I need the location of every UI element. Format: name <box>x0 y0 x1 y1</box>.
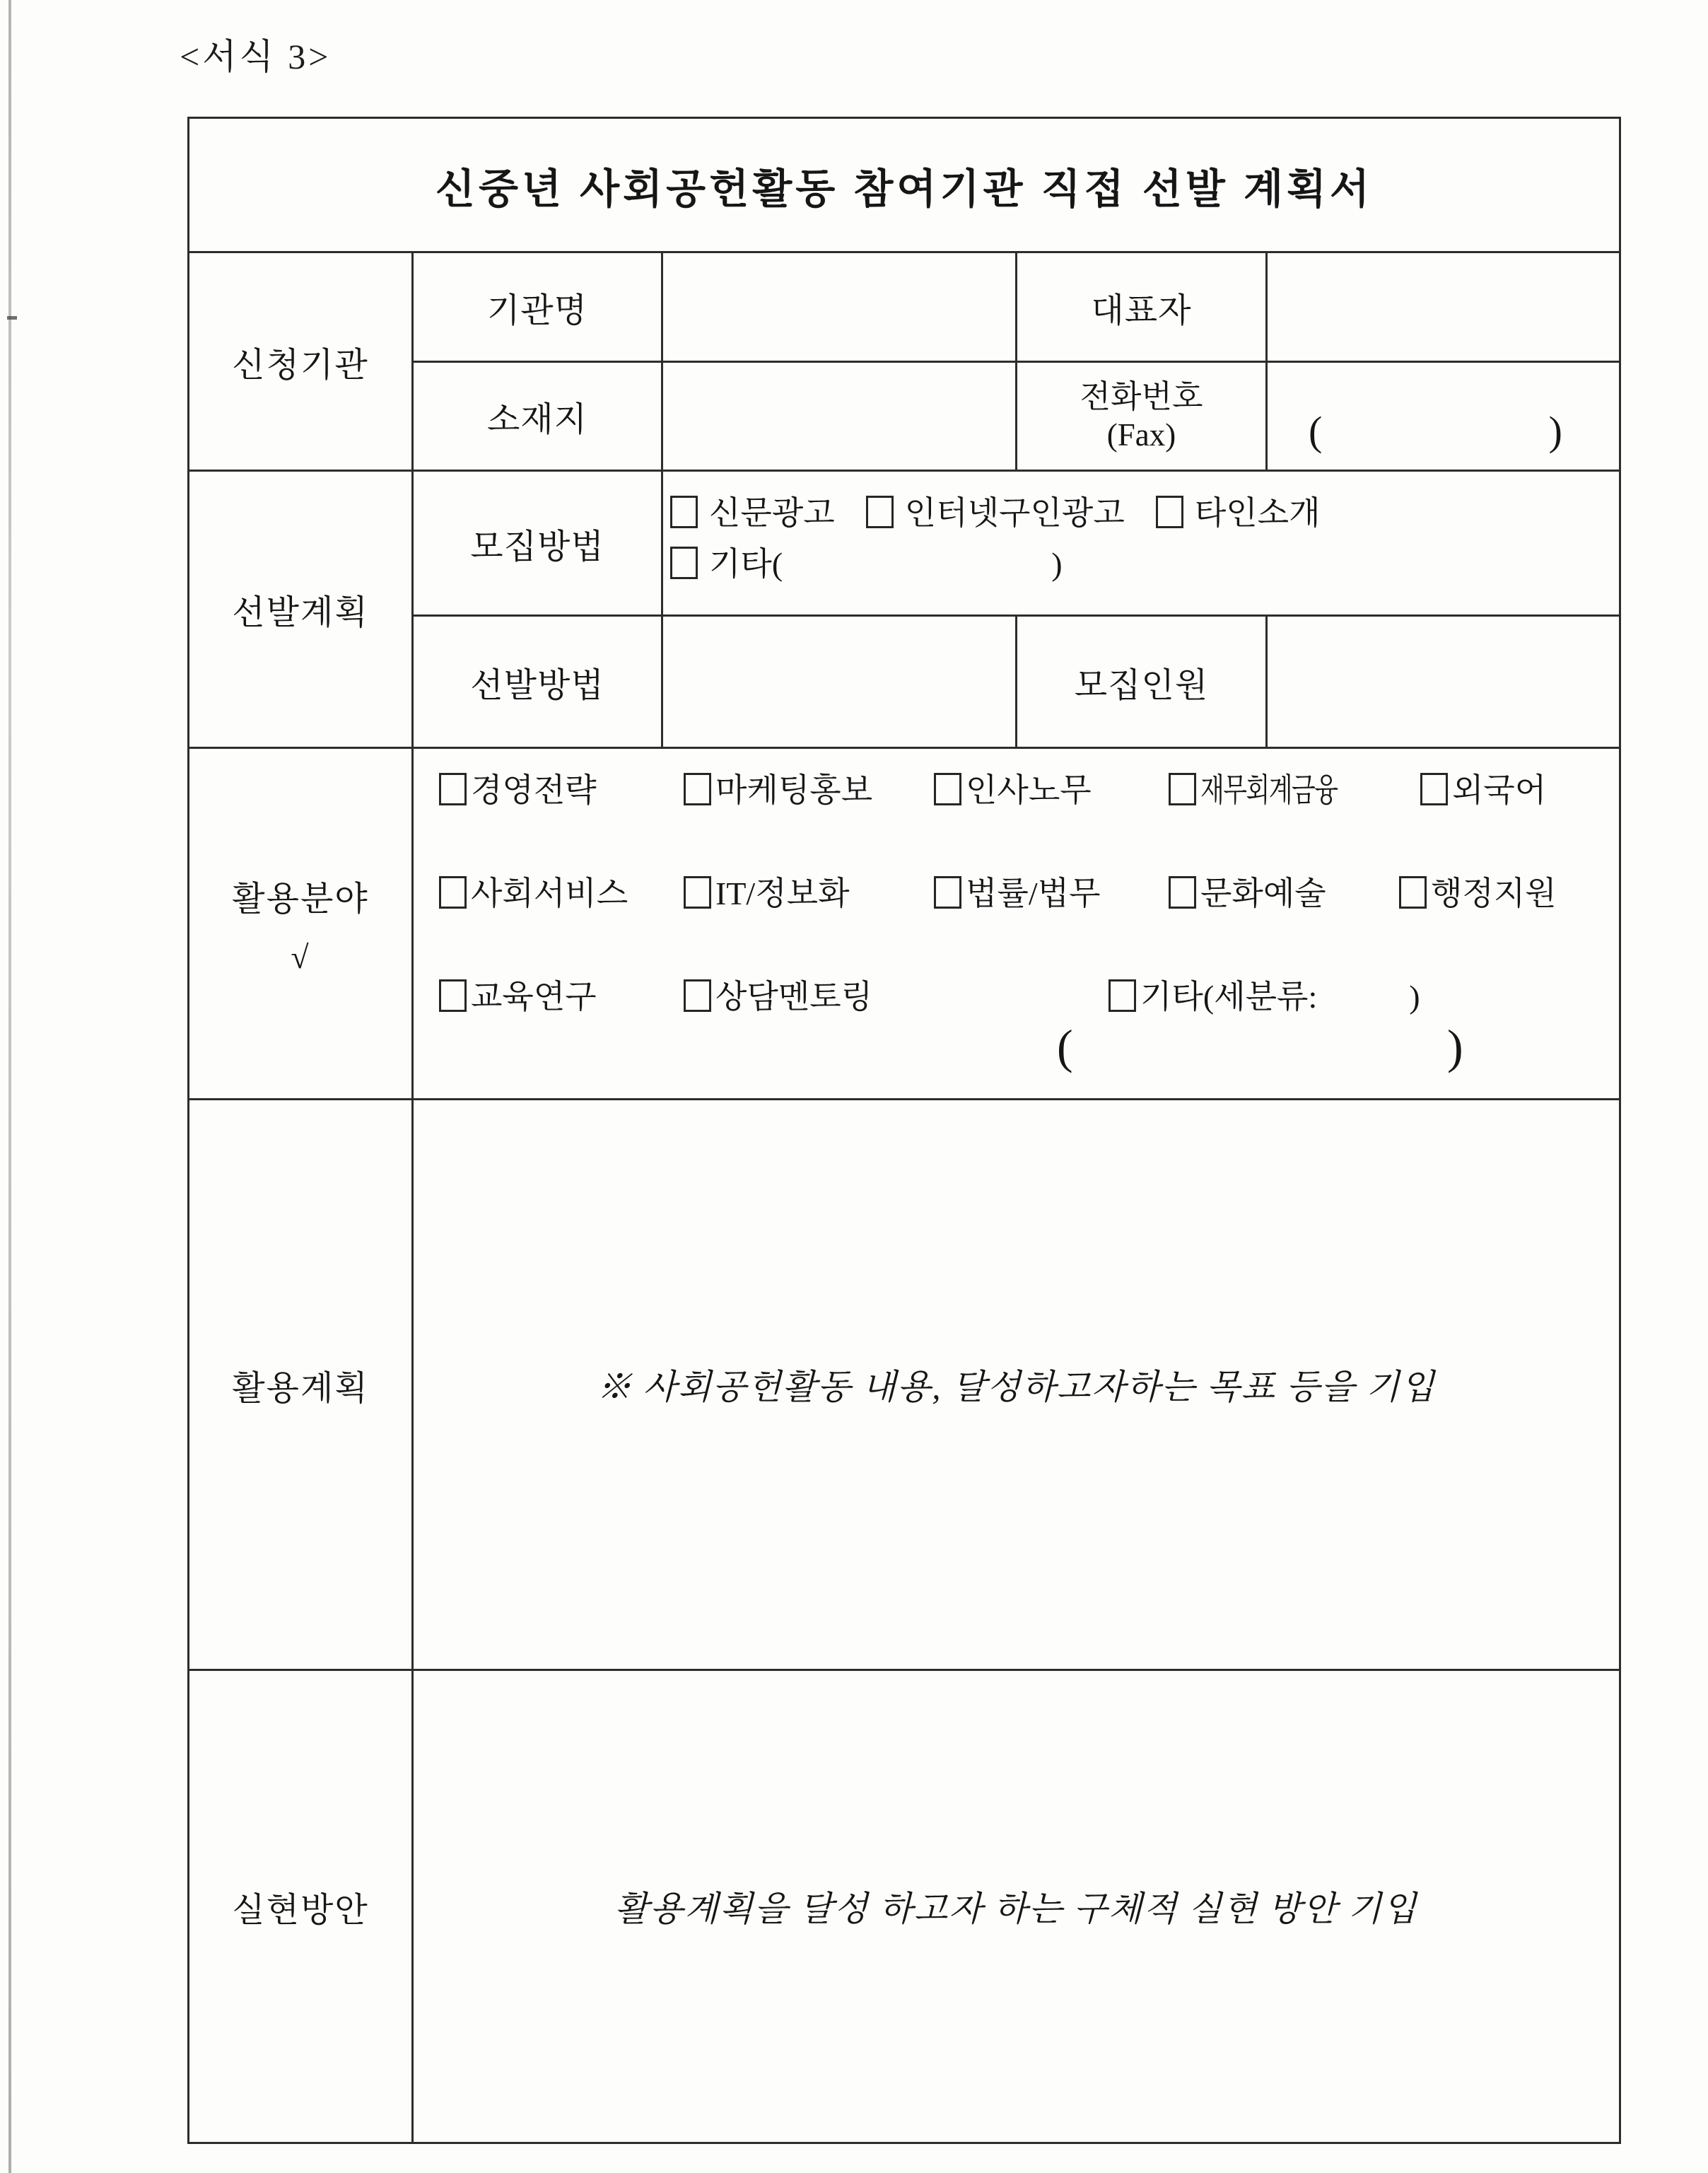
checkbox-marketing-pr[interactable] <box>684 773 711 805</box>
section-label-selection-plan: 선발계획 <box>189 471 413 748</box>
selection-method-input[interactable] <box>662 616 1017 748</box>
paren-close: ) <box>1548 408 1562 454</box>
fields-of-use-label: 활용분야 <box>232 880 369 918</box>
option-admin-support: 행정지원 <box>1399 868 1557 914</box>
scan-mark-artifact <box>7 316 17 320</box>
option-label: 기타( <box>709 546 783 582</box>
checkbox-it-informatization[interactable] <box>684 876 711 909</box>
paren-close: ) <box>1447 1020 1463 1073</box>
paren-open: ( <box>1309 408 1323 454</box>
option-education-research: 교육연구 <box>439 971 597 1018</box>
implementation-input[interactable] <box>413 1670 1620 2143</box>
checkbox-legal-affairs[interactable] <box>934 876 961 909</box>
option-foreign-language: 외국어 <box>1420 764 1546 811</box>
option-it-informatization: IT/정보화 <box>684 868 850 914</box>
check-mark-hint: √ <box>291 939 310 975</box>
selection-plan-form-table <box>187 117 1621 2144</box>
recruit-count-input[interactable] <box>1267 616 1620 748</box>
checkbox-referral[interactable] <box>1156 496 1183 528</box>
option-counseling-mentoring: 상담멘토링 <box>684 971 872 1018</box>
scan-edge-artifact <box>8 0 11 2173</box>
checkbox-finance-accounting[interactable] <box>1169 773 1196 805</box>
option-label: 신문광고 <box>709 495 835 531</box>
org-name-input[interactable] <box>662 252 1017 362</box>
checkbox-foreign-language[interactable] <box>1420 773 1448 805</box>
checkbox-other-field[interactable] <box>1109 979 1136 1012</box>
recruit-options-line1 <box>670 496 1619 530</box>
option-other-field: 기타(세분류: ) <box>1109 971 1420 1018</box>
option-culture-arts: 문화예술 <box>1169 868 1326 914</box>
option-social-service: 사회서비스 <box>439 868 628 914</box>
form-title: 신중년 사회공헌활동 참여기관 직접 선발 계획서 <box>189 118 1620 252</box>
phone-label-line1: 전화번호 <box>1080 379 1203 415</box>
fields-of-use-options <box>413 748 1620 1100</box>
checkbox-social-service[interactable] <box>439 876 467 909</box>
checkbox-education-research[interactable] <box>439 979 467 1012</box>
paren-close: ) <box>1051 546 1063 582</box>
option-hr-labor: 인사노무 <box>934 764 1092 811</box>
option-newspaper-ad <box>670 495 835 531</box>
checkbox-other-method[interactable] <box>670 547 698 579</box>
checkbox-management-strategy[interactable] <box>439 773 467 805</box>
paren-open: ( <box>1057 1020 1073 1073</box>
option-management-strategy: 경영전략 <box>439 764 597 811</box>
representative-label: 대표자 <box>1017 252 1267 362</box>
recruit-options-line2 <box>670 547 1619 581</box>
implementation-note: 활용계획을 달성 하고자 하는 구체적 실현 방안 기입 <box>614 1889 1418 1928</box>
option-legal-affairs: 법률/법무 <box>934 868 1101 914</box>
section-label-applicant-org: 신청기관 <box>189 252 413 471</box>
section-label-implementation: 실현방안 <box>189 1670 413 2143</box>
section-label-utilization-plan: 활용계획 <box>189 1100 413 1670</box>
checkbox-culture-arts[interactable] <box>1169 876 1196 909</box>
recruit-method-options <box>662 471 1620 616</box>
checkbox-counseling-mentoring[interactable] <box>684 979 711 1012</box>
utilization-plan-input[interactable] <box>413 1100 1620 1670</box>
utilization-plan-note: ※ 사회공헌활동 내용, 달성하고자하는 목표 등을 기입 <box>597 1368 1436 1406</box>
option-finance-accounting: 재무회계금융 <box>1169 764 1381 811</box>
recruit-method-label: 모집방법 <box>413 471 662 616</box>
option-referral <box>1156 495 1321 531</box>
representative-input[interactable] <box>1267 252 1620 362</box>
recruit-count-label: 모집인원 <box>1017 616 1267 748</box>
form-number-tag: <서식 3> <box>180 37 332 76</box>
phone-paren-area <box>1268 378 1619 455</box>
checkbox-admin-support[interactable] <box>1399 876 1427 909</box>
option-label: 타인소개 <box>1194 495 1321 531</box>
option-label: 인터넷구인광고 <box>904 495 1125 531</box>
address-input[interactable] <box>662 362 1017 471</box>
checkbox-hr-labor[interactable] <box>934 773 961 805</box>
checkbox-internet-job-ad[interactable] <box>866 496 894 528</box>
option-other <box>670 546 1063 582</box>
checkbox-newspaper-ad[interactable] <box>670 496 698 528</box>
selection-method-label: 선발방법 <box>413 616 662 748</box>
org-name-label: 기관명 <box>413 252 662 362</box>
address-label: 소재지 <box>413 362 662 471</box>
option-internet-job-ad <box>866 495 1125 531</box>
phone-fax-label <box>1017 362 1267 471</box>
phone-label-line2: (Fax) <box>1106 416 1176 453</box>
section-label-fields-of-use <box>189 748 413 1100</box>
phone-fax-input[interactable] <box>1267 362 1620 471</box>
option-marketing-pr: 마케팅홍보 <box>684 764 872 811</box>
